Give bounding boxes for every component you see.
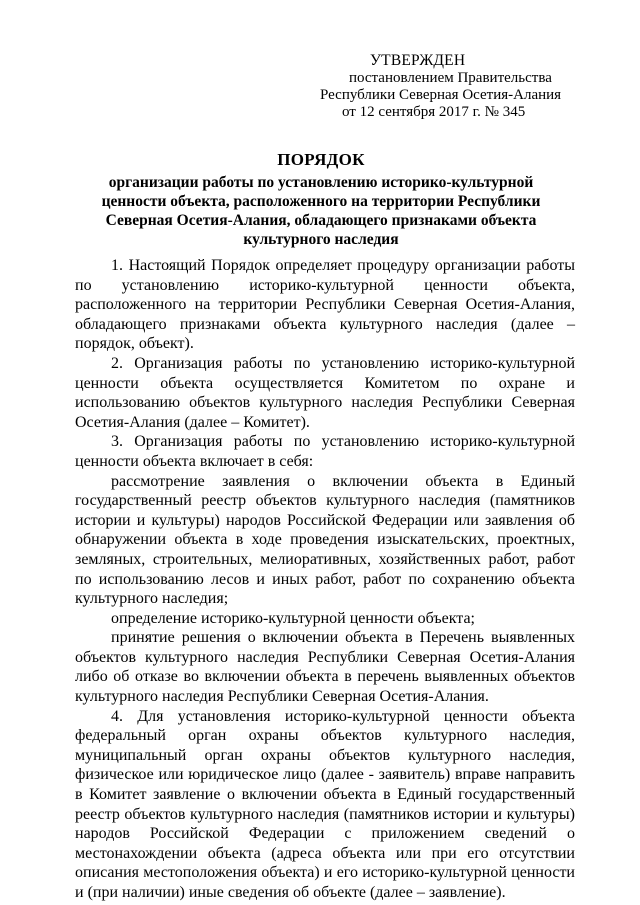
- approval-line-2: Республики Северная Осетия-Алания: [320, 87, 562, 103]
- approval-line-1: постановлением Правительства: [349, 70, 552, 86]
- approval-stamp: [318, 52, 588, 121]
- paragraph-3: 3. Организация работы по установлению историко-культурной ценности объекта включает в себя:: [75, 433, 575, 470]
- title-line-2: ценности объекта, расположенного на территории Республики: [101, 193, 541, 210]
- approval-line-3: от 12 сентября 2017 г. № 345: [342, 104, 526, 120]
- paragraph-4: 4. Для установления историко-культурной ценности объекта федеральный орган охраны объектов культурного наследия, муниципальный орган охраны объектов культурного наследия, физическое или юридическое лицо (далее - заявитель) вправе направить в Комитет заявление о включении объекта в Единый государственный реестр объектов культурного наследия (памятников истории и культуры) народов Российской Федерации с приложением сведений о местонахождении объекта (адреса объекта или при его отсутствии описания местоположения объекта) и его историко-культурной ценности и (при наличии) иные сведения об объекте (далее – заявление).: [75, 707, 575, 901]
- title-line-1: организации работы по установлению историко-культурной: [108, 174, 534, 191]
- paragraph-3-item-a: рассмотрение заявления о включении объекта в Единый государственный реестр объектов культурного наследия (памятников истории и культуры) народов Российской Федерации или заявления об обнаружении объекта в ходе проведения изыскательских, проектных, земляных, строительных, мелиоративных, хозяйственных работ, работ по использованию лесов и иных работ, работ по сохранению объекта культурного наследия;: [75, 472, 575, 608]
- document-body: [75, 256, 575, 903]
- approval-heading: УТВЕРЖДЕН: [370, 52, 466, 69]
- title-heading: ПОРЯДОК: [277, 150, 365, 169]
- title-line-4: культурного наследия: [243, 231, 399, 248]
- paragraph-2: 2. Организация работы по установлению историко-культурной ценности объекта осуществляется Комитетом по охране и использованию объектов культурного наследия Республики Северная Осетия-Алания (далее – Комитет).: [75, 354, 575, 431]
- title-line-3: Северная Осетия-Алания, обладающего признаками объекта: [105, 212, 537, 229]
- paragraph-3-item-b: определение историко-культурной ценности объекта;: [111, 609, 475, 627]
- paragraph-1: 1. Настоящий Порядок определяет процедуру организации работы по установлению историко-культурной ценности объекта, расположенного на территории Республики Северная Осетия-Алания, обладающего признаками объекта культурного наследия (далее – порядок, объект).: [75, 257, 575, 353]
- document-title: [70, 150, 572, 249]
- paragraph-3-item-c: принятие решения о включении объекта в Перечень выявленных объектов культурного наследия Республики Северная Осетия-Алания либо об отказе во включении объекта в перечень выявленных объектов культурного наследия Республики Северная Осетия-Алания.: [75, 629, 575, 706]
